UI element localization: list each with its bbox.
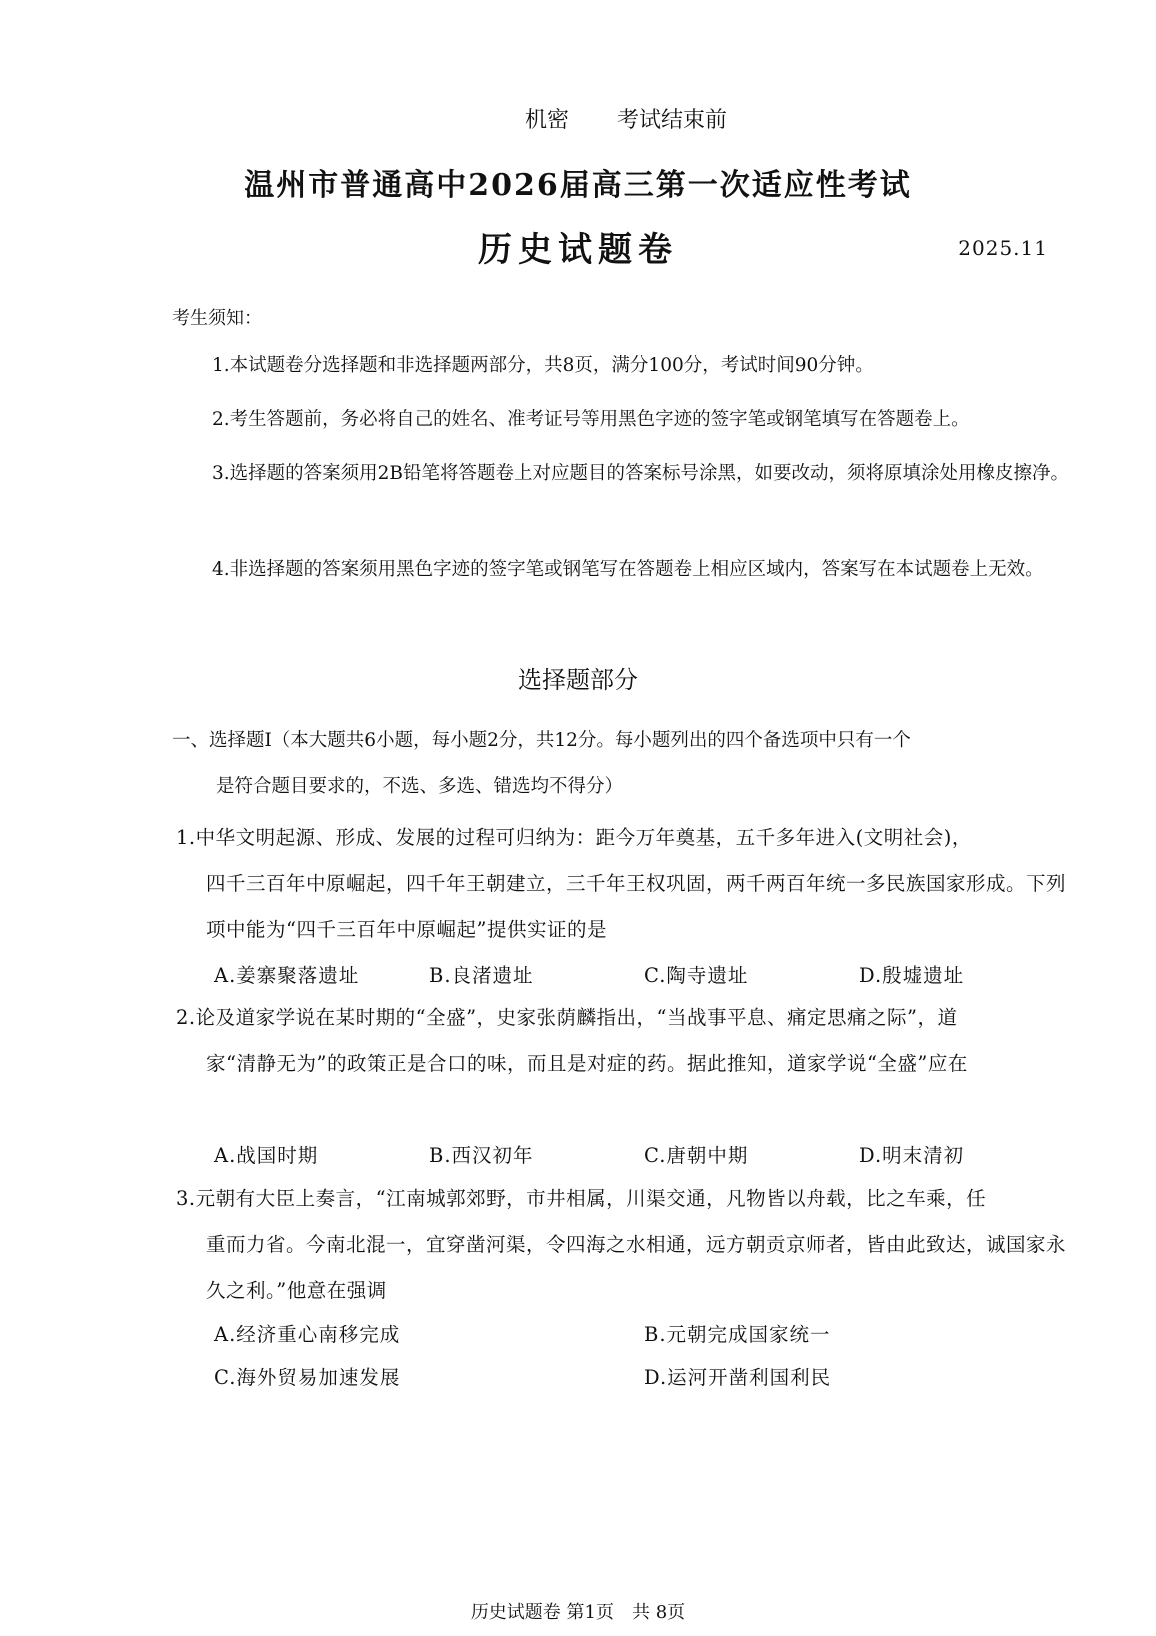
- question-1-option-b: B.良渚遗址: [429, 964, 534, 987]
- question-3-stem-rest: 重而力省。今南北混一，宜穿凿河渠，令四海之水相通，远方朝贡京师者，皆由此致达，诚国家永久之利。”他意在强调: [206, 1233, 1067, 1302]
- part1-line1: 一、选择题Ⅰ（本大题共6小题，每小题2分，共12分。每小题列出的四个备选项中只有一个: [172, 730, 911, 751]
- question-3-option-a: A.经济重心南移完成: [214, 1323, 401, 1346]
- question-3-option-c: C.海外贸易加速发展: [214, 1366, 401, 1389]
- notice-item-2: 2.考生答题前，务必将自己的姓名、准考证号等用黑色字迹的签字笔或钢笔填写在答题卷上。: [212, 409, 970, 430]
- question-2: [176, 995, 1084, 1087]
- question-2-option-b: B.西汉初年: [429, 1144, 534, 1167]
- part1-line2: 是符合题目要求的，不选、多选、错选均不得分）: [216, 776, 624, 797]
- subject-title: 历史试题卷: [478, 230, 678, 270]
- question-2-option-c: C.唐朝中期: [644, 1144, 749, 1167]
- confidential-label: 机密: [525, 108, 570, 133]
- notice-item-1: 1.本试题卷分选择题和非选择题两部分，共8页，满分100分，考试时间90分钟。: [212, 355, 874, 376]
- question-2-stem-rest: 家“清静无为”的政策正是合口的味，而且是对症的药。据此推知，道家学说“全盛”应在: [206, 1052, 968, 1075]
- section-title: 选择题部分: [518, 666, 638, 694]
- notice-heading: 考生须知：: [172, 308, 262, 329]
- notice-item-4: 4.非选择题的答案须用黑色字迹的签字笔或钢笔写在答题卷上相应区域内，答案写在本试题卷上无效。: [212, 559, 1044, 580]
- question-3-stem-line1: 3.元朝有大臣上奏言，“江南城郭郊野，市井相属，川渠交通，凡物皆以舟载，比之车乘，任: [176, 1187, 987, 1210]
- question-1-option-c: C.陶寺遗址: [644, 964, 749, 987]
- question-3-option-d: D.运河开凿利国利民: [644, 1366, 832, 1389]
- page-footer: 历史试题卷 第1页 共 8页: [470, 1602, 686, 1623]
- question-2-option-d: D.明末清初: [859, 1144, 965, 1167]
- question-1-option-a: A.姜寨聚落遗址: [214, 964, 360, 987]
- notice-item-3: 3.选择题的答案须用2B铅笔将答题卷上对应题目的答案标号涂黑，如要改动，须将原填涂处用橡皮擦净。: [212, 463, 1070, 484]
- question-1: [176, 815, 1084, 953]
- question-1-stem-rest: 四千三百年中原崛起，四千年王朝建立，三千年王权巩固，两千两百年统一多民族国家形成。下列项中能为“四千三百年中原崛起”提供实证的是: [206, 872, 1067, 941]
- question-3-option-b: B.元朝完成国家统一: [644, 1323, 831, 1346]
- question-2-option-a: A.战国时期: [214, 1144, 319, 1167]
- part1-instructions: [172, 718, 1082, 810]
- exam-date: 2025.11: [958, 236, 1048, 260]
- confidential-mark: [525, 103, 727, 134]
- question-1-option-d: D.殷墟遗址: [859, 964, 965, 987]
- question-3: [176, 1176, 1084, 1314]
- confidential-note: 考试结束前: [617, 108, 728, 133]
- exam-title: 温州市普通高中2026届高三第一次适应性考试: [244, 168, 912, 203]
- question-1-stem-line1: 1.中华文明起源、形成、发展的过程可归纳为：距今万年奠基，五千多年进入(文明社会)，: [176, 826, 972, 849]
- question-2-stem-line1: 2.论及道家学说在某时期的“全盛”，史家张荫麟指出，“当战事平息、痛定思痛之际”，道: [176, 1006, 958, 1029]
